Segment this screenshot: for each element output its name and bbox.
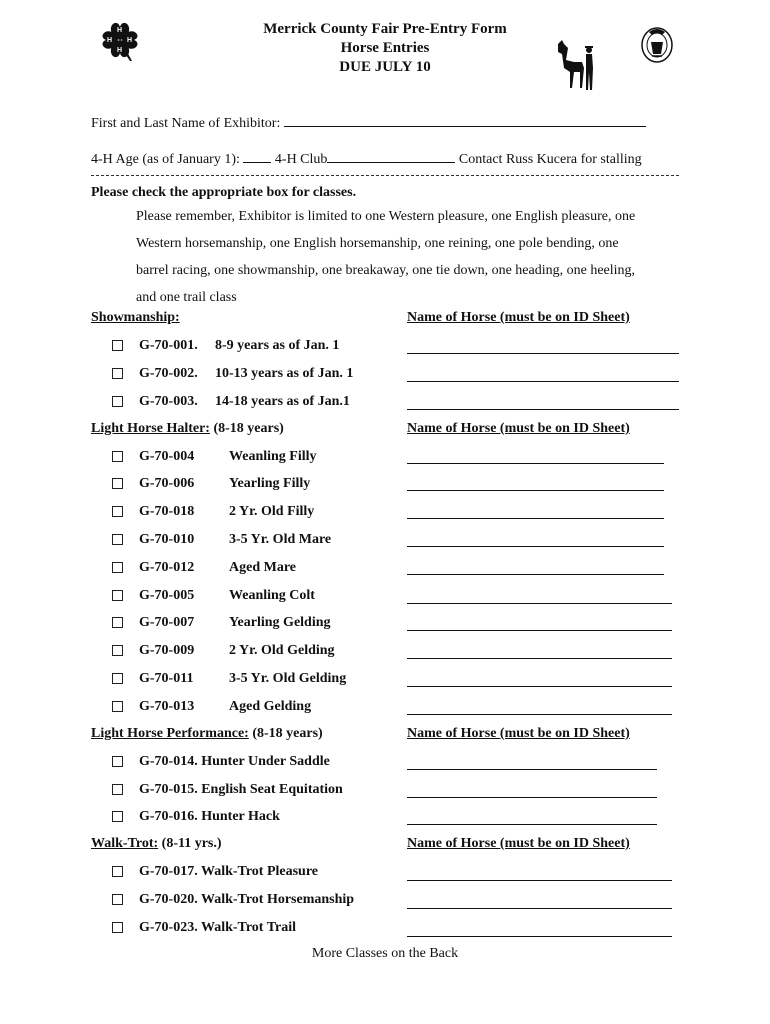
class-code: G-70-018 xyxy=(139,504,195,519)
class-checkbox[interactable] xyxy=(112,701,123,712)
class-desc: Yearling Gelding xyxy=(229,615,331,630)
class-row xyxy=(112,754,330,770)
class-checkbox[interactable] xyxy=(112,562,123,573)
showmanship-title: Showmanship: xyxy=(91,310,180,325)
svg-text:H: H xyxy=(107,37,113,44)
class-row xyxy=(112,892,354,908)
class-text: G-70-014. Hunter Under Saddle xyxy=(139,754,330,769)
club-label: 4-H Club xyxy=(274,152,328,167)
class-checkbox[interactable] xyxy=(112,368,123,379)
class-row xyxy=(112,615,331,631)
horse-name-field[interactable] xyxy=(407,574,664,575)
walktrot-ages: (8-11 yrs.) xyxy=(161,836,222,851)
walktrot-title: Walk-Trot: xyxy=(91,836,159,851)
horse-name-field[interactable] xyxy=(407,463,664,464)
walktrot-title-row xyxy=(91,836,222,852)
class-desc: 8-9 years as of Jan. 1 xyxy=(215,338,340,353)
class-checkbox[interactable] xyxy=(112,922,123,933)
class-code: G-70-013 xyxy=(139,699,195,714)
halter-ages: (8-18 years) xyxy=(213,421,284,436)
class-desc: 3-5 Yr. Old Mare xyxy=(229,532,332,547)
due-date: DUE JULY 10 xyxy=(339,59,431,75)
class-checkbox[interactable] xyxy=(112,590,123,601)
age-club-row xyxy=(91,150,642,168)
horse-name-field[interactable] xyxy=(407,686,672,687)
class-row xyxy=(112,699,311,715)
class-code: G-70-006 xyxy=(139,476,195,491)
horse-name-field[interactable] xyxy=(407,769,657,770)
horse-name-header: Name of Horse (must be on ID Sheet) xyxy=(407,836,630,851)
class-desc: 2 Yr. Old Gelding xyxy=(229,643,335,658)
class-row xyxy=(112,532,331,548)
class-row xyxy=(112,476,310,492)
class-row xyxy=(112,588,315,604)
instruction-line: barrel racing, one showmanship, one breakaway, one tie down, one heading, one heeling, xyxy=(136,263,636,278)
horse-name-field[interactable] xyxy=(407,658,672,659)
class-checkbox[interactable] xyxy=(112,340,123,351)
horse-name-field[interactable] xyxy=(407,353,679,354)
class-checkbox[interactable] xyxy=(112,645,123,656)
instructions-body xyxy=(136,203,696,311)
class-code: G-70-010 xyxy=(139,532,195,547)
svg-text:H: H xyxy=(127,37,133,44)
class-row xyxy=(112,864,318,880)
class-desc: Yearling Filly xyxy=(229,476,311,491)
dashed-divider xyxy=(91,175,679,176)
class-row xyxy=(112,809,280,825)
class-row xyxy=(112,366,353,382)
class-desc: 2 Yr. Old Filly xyxy=(229,504,315,519)
horse-name-field[interactable] xyxy=(407,630,672,631)
class-checkbox[interactable] xyxy=(112,811,123,822)
horse-name-field[interactable] xyxy=(407,797,657,798)
class-desc: Aged Mare xyxy=(229,560,296,575)
contact-note: Contact Russ Kucera for stalling xyxy=(458,152,642,167)
class-desc: 10-13 years as of Jan. 1 xyxy=(215,366,354,381)
class-code: G-70-009 xyxy=(139,643,195,658)
class-row xyxy=(112,671,346,687)
class-row xyxy=(112,643,335,659)
class-desc: Weanling Filly xyxy=(229,449,317,464)
class-checkbox[interactable] xyxy=(112,451,123,462)
instruction-line: and one trail class xyxy=(136,290,237,305)
class-row xyxy=(112,504,314,520)
halter-title-row xyxy=(91,421,284,437)
class-checkbox[interactable] xyxy=(112,478,123,489)
horse-name-field[interactable] xyxy=(407,880,672,881)
age-field[interactable] xyxy=(243,150,271,163)
horse-name-field[interactable] xyxy=(407,490,664,491)
horse-name-field[interactable] xyxy=(407,824,657,825)
class-desc: Aged Gelding xyxy=(229,699,312,714)
exhibitor-name-row xyxy=(91,114,646,132)
form-subtitle: Horse Entries xyxy=(340,40,430,56)
performance-title-row xyxy=(91,726,323,742)
class-desc: 14-18 years as of Jan.1 xyxy=(215,394,350,409)
class-code: G-70-002. xyxy=(139,366,198,381)
instruction-line: Western horsemanship, one English horsemanship, one reining, one pole bending, one xyxy=(136,236,619,251)
class-checkbox[interactable] xyxy=(112,784,123,795)
form-title: Merrick County Fair Pre-Entry Form xyxy=(263,21,507,37)
horse-name-field[interactable] xyxy=(407,381,679,382)
class-row xyxy=(112,394,350,410)
class-code: G-70-005 xyxy=(139,588,195,603)
class-code: G-70-004 xyxy=(139,449,195,464)
instructions-heading: Please check the appropriate box for classes. xyxy=(91,185,357,200)
class-code: G-70-007 xyxy=(139,615,195,630)
horse-name-field[interactable] xyxy=(407,936,672,937)
horse-name-header: Name of Horse (must be on ID Sheet) xyxy=(407,726,630,741)
form-title-block xyxy=(0,20,770,77)
class-row xyxy=(112,782,343,798)
exhibitor-name-label: First and Last Name of Exhibitor: xyxy=(91,116,281,131)
horse-name-field[interactable] xyxy=(407,908,672,909)
instruction-line: Please remember, Exhibitor is limited to one Western pleasure, one English pleasure, one xyxy=(136,209,636,224)
horse-name-field[interactable] xyxy=(407,603,672,604)
horse-name-header: Name of Horse (must be on ID Sheet) xyxy=(407,421,630,436)
class-text: G-70-020. Walk-Trot Horsemanship xyxy=(139,892,355,907)
horse-name-header: Name of Horse (must be on ID Sheet) xyxy=(407,310,630,325)
svg-text:H: H xyxy=(117,47,123,54)
class-checkbox[interactable] xyxy=(112,673,123,684)
performance-ages: (8-18 years) xyxy=(252,726,323,741)
class-row xyxy=(112,338,339,354)
exhibitor-name-field[interactable] xyxy=(284,114,646,127)
class-code: G-70-012 xyxy=(139,560,195,575)
class-row xyxy=(112,560,296,576)
class-checkbox[interactable] xyxy=(112,894,123,905)
class-checkbox[interactable] xyxy=(112,756,123,767)
class-text: G-70-015. English Seat Equitation xyxy=(139,782,343,797)
class-text: G-70-017. Walk-Trot Pleasure xyxy=(139,864,319,879)
horse-name-field[interactable] xyxy=(407,409,679,410)
class-checkbox[interactable] xyxy=(112,506,123,517)
class-checkbox[interactable] xyxy=(112,617,123,628)
class-row xyxy=(112,920,296,936)
class-text: G-70-023. Walk-Trot Trail xyxy=(139,920,296,935)
class-desc: Weanling Colt xyxy=(229,588,315,603)
svg-text:H: H xyxy=(117,27,123,34)
class-desc: 3-5 Yr. Old Gelding xyxy=(229,671,347,686)
horse-name-field[interactable] xyxy=(407,546,664,547)
age-label: 4-H Age (as of January 1): xyxy=(91,152,240,167)
class-checkbox[interactable] xyxy=(112,866,123,877)
halter-title: Light Horse Halter: xyxy=(91,421,210,436)
class-code: G-70-011 xyxy=(139,671,194,686)
horse-name-field[interactable] xyxy=(407,714,672,715)
class-checkbox[interactable] xyxy=(112,534,123,545)
horse-name-field[interactable] xyxy=(407,518,664,519)
class-code: G-70-003. xyxy=(139,394,198,409)
class-row xyxy=(112,449,317,465)
club-field[interactable] xyxy=(327,150,455,163)
class-code: G-70-001. xyxy=(139,338,198,353)
class-text: G-70-016. Hunter Hack xyxy=(139,809,280,824)
performance-title: Light Horse Performance: xyxy=(91,726,249,741)
class-checkbox[interactable] xyxy=(112,396,123,407)
footer-note: More Classes on the Back xyxy=(311,946,459,961)
